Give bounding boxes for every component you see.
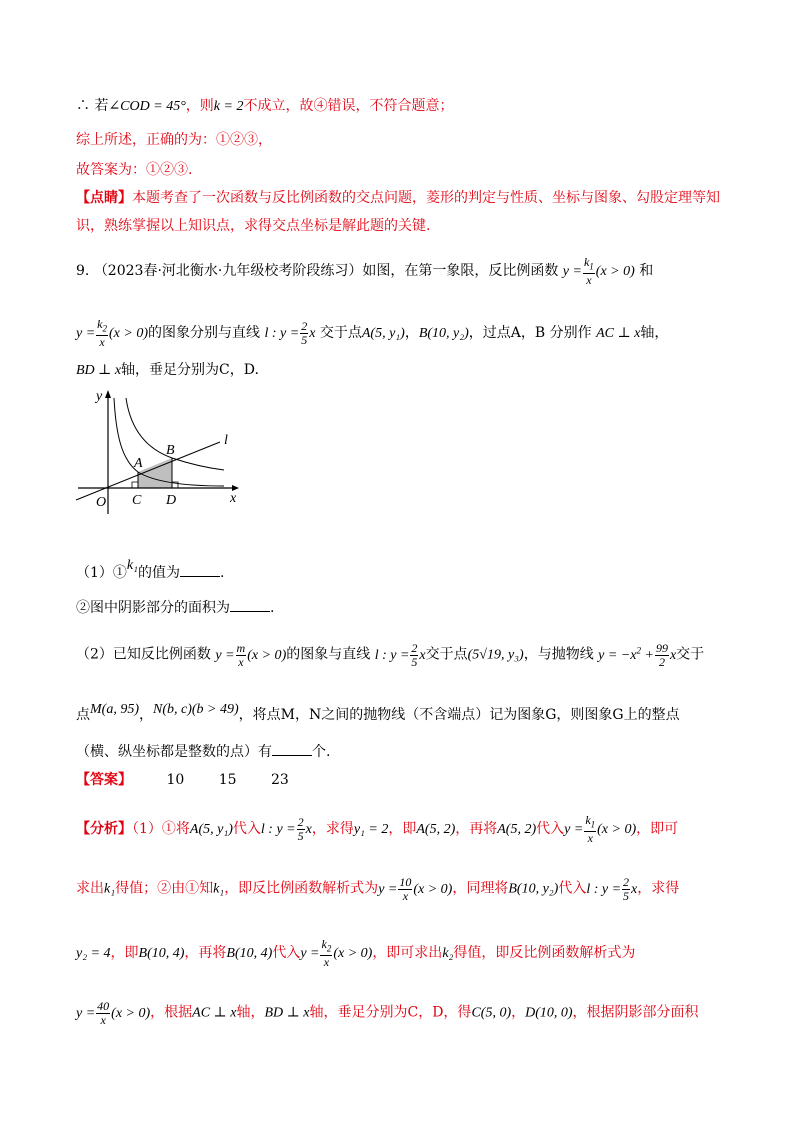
analysis-func-k1: y = $\frac{k_1}{x}$ (x > 0) [564, 813, 637, 846]
analysis-s2c: ，即反比例函数解析式为 [224, 880, 379, 897]
problem-text-1: 的图象分别与直线 [148, 324, 261, 341]
problem-text-2: 交于点 [319, 324, 362, 341]
analysis-s4a: ，根据 [150, 1004, 193, 1021]
function-m: y = $\frac{m}{x}$ (x > 0) [215, 640, 287, 669]
analysis-s4b: 轴， [236, 1004, 265, 1021]
analysis-k2: k₂ [442, 945, 454, 961]
label-O: O [96, 495, 107, 510]
analysis-func-40: y = $\frac{40}{x}$ (x > 0) [76, 999, 151, 1027]
summary-line: 综上所述，正确的为：①②③， [76, 132, 272, 148]
therefore-text: ∴ 若 [76, 98, 109, 114]
q2-point: (5√19, y₃) [467, 647, 524, 663]
problem-and: 和 [639, 262, 654, 279]
analysis-y1: y₁ = 2 [353, 821, 389, 837]
q2c-text: （横、纵坐标都是整数的点）有 [76, 744, 272, 760]
conclusion-suffix: 不成立，故④错误，不符合题意； [243, 98, 454, 114]
analysis-s1e: ，再将 [455, 820, 498, 837]
analysis-s1b: 代入 [232, 820, 261, 837]
problem-intro: 如图，在第一象限，反比例函数 [362, 262, 559, 279]
separator-2: ， [139, 707, 153, 723]
q1a-suffix: 的值为 [138, 565, 181, 581]
analysis-s3c: 代入 [272, 944, 301, 961]
q1a-prefix: （1）① [76, 565, 127, 581]
analysis-func-10: y = $\frac{10}{x}$ (x > 0) [378, 875, 453, 903]
analysis-s1d: ，即 [388, 820, 417, 837]
foot-text: 轴，垂足分别为C，D. [121, 362, 259, 378]
parabola-equation: $y = -x^2$ + $\frac{99}{2}$ x [598, 640, 677, 669]
answer-blank-1[interactable] [180, 564, 220, 577]
comment-line-2: 识，熟练掌握以上知识点，求得交点坐标是解此题的关键. [76, 218, 431, 234]
answer-blank-2[interactable] [230, 599, 270, 612]
line-l [76, 442, 220, 500]
analysis-line-eq-2: l : y = $\frac{2}{5}$ x [586, 875, 638, 903]
q1a-var: k₁ [126, 558, 139, 573]
analysis-s4d: ，根据阴影部分面积 [572, 1004, 699, 1021]
analysis-line-3 [76, 938, 635, 969]
q2b-text: ，将点M，N之间的抛物线（不含端点）记为图象G，则图象G上的整点 [238, 707, 680, 723]
problem-text-3: ，过点A，B 分别作 [468, 324, 592, 341]
k-expr: k = 2 [213, 99, 244, 114]
analysis-pointD: D(10, 0) [525, 1005, 573, 1021]
comment-tag: 【点睛】 [76, 190, 132, 206]
function-graph-figure [74, 386, 244, 516]
q2b-prefix: 点 [76, 707, 90, 723]
comment-line-1 [76, 188, 720, 208]
analysis-s2b: 得值；②由①知 [115, 880, 214, 897]
problem-source: （2023春·河北衡水·九年级校考阶段练习） [93, 262, 363, 279]
point-M: M(a, 95) [90, 702, 139, 717]
analysis-s4c: 轴，垂足分别为C，D，得 [309, 1004, 472, 1021]
label-B: B [166, 443, 175, 458]
label-C: C [132, 493, 142, 508]
question-1a: （1）①k₁的值为 . [76, 558, 225, 581]
problem-line-3 [76, 360, 259, 381]
answer-3: 23 [271, 772, 289, 788]
analysis-s3b: ，再将 [184, 944, 227, 961]
analysis-line-2 [76, 876, 679, 903]
question-1b: ②图中阴影部分的面积为 . [76, 600, 275, 616]
analysis-tag: 【分析】 [76, 820, 132, 837]
analysis-line-1 [76, 814, 678, 845]
analysis-s2d: ，同理将 [452, 880, 509, 897]
answer-row [76, 770, 289, 790]
analysis-func-k2: y = $\frac{k_2}{x}$ (x > 0) [300, 937, 373, 970]
point-N: N(b, c)(b > 49) [153, 702, 239, 717]
label-D: D [166, 493, 177, 508]
label-y: y [96, 389, 103, 404]
perp-AC: AC ⊥ x [596, 325, 641, 341]
analysis-pointA2: A(5, 2) [416, 821, 456, 837]
analysis-pointB3: B(10, 4) [226, 945, 273, 961]
answer-1: 10 [166, 772, 185, 788]
q2c-end: 个. [312, 744, 331, 760]
analysis-sep: ， [511, 1004, 526, 1021]
analysis-k1b: k₁ [213, 881, 225, 897]
analysis-k1: k₁ [104, 881, 116, 897]
analysis-line-eq: l : y = $\frac{2}{5}$ x [260, 815, 312, 844]
label-A: A [134, 456, 143, 471]
angle-expr: ∠COD = 45° [108, 99, 186, 114]
y-axis-arrow [105, 390, 111, 398]
question-2-line-1 [76, 640, 704, 669]
problem-number: 9. [76, 262, 90, 279]
analysis-s1g: ，即可 [636, 820, 679, 837]
analysis-s1c: ，求得 [311, 820, 354, 837]
analysis-s2f: ，求得 [637, 880, 680, 897]
function-k2: y = $\frac{k_2}{x}$ (x > 0) [76, 317, 149, 350]
answer-blank-3[interactable] [272, 743, 312, 756]
q2-mid3: ，与抛物线 [523, 646, 594, 663]
analysis-s3a: ，即 [110, 944, 139, 961]
analysis-perp-AC: AC ⊥ x [192, 1005, 237, 1021]
problem-line-2 [76, 318, 668, 349]
separator: ， [404, 324, 419, 341]
label-x: x [230, 491, 237, 506]
conclusion-line-1 [76, 96, 453, 117]
q2-mid2: 交于点 [425, 646, 468, 663]
analysis-pointB2: B(10, 4) [138, 945, 185, 961]
line-l-equation-2: l : y = $\frac{2}{5}$ x [374, 640, 426, 669]
problem-line-1 [76, 256, 653, 287]
analysis-perp-BD: BD ⊥ x [264, 1005, 310, 1021]
q1b-text: ②图中阴影部分的面积为 [76, 600, 230, 616]
answer-2: 15 [218, 772, 237, 788]
answer-line: 故答案为：①②③. [76, 162, 193, 178]
analysis-s3d: ，即可求出 [372, 944, 443, 961]
analysis-s1f: 代入 [536, 820, 565, 837]
answer-tag: 【答案】 [76, 772, 132, 788]
question-2-line-2 [76, 700, 680, 725]
point-A: A(5, y₁) [361, 325, 405, 341]
q2-mid: 的图象与直线 [286, 646, 371, 663]
q2-end: 交于 [676, 646, 705, 663]
question-2-line-3 [76, 742, 330, 762]
analysis-s2e: 代入 [558, 880, 587, 897]
analysis-pointC: C(5, 0) [471, 1005, 512, 1021]
analysis-s2a: 求出 [76, 880, 104, 897]
axis-text: 轴， [640, 324, 669, 341]
point-B: B(10, y₂) [418, 325, 469, 341]
q2-prefix: （2）已知反比例函数 [76, 646, 211, 663]
analysis-s3e: 得值，即反比例函数解析式为 [453, 944, 636, 961]
analysis-s1a: （1）①将 [132, 820, 190, 837]
comment-text: 本题考查了一次函数与反比例函数的交点问题，菱形的判定与性质、坐标与图象、勾股定理等知 [132, 190, 720, 206]
label-l: l [224, 433, 228, 448]
function-k1: y = $\frac{k_1}{x}$ (x > 0) [562, 255, 635, 288]
analysis-pointA3: A(5, 2) [497, 821, 537, 837]
perp-BD: BD ⊥ x [76, 363, 122, 378]
line-l-equation: l : y = $\frac{2}{5}$ x [264, 319, 316, 348]
analysis-line-4 [76, 1000, 699, 1027]
analysis-pointA: A(5, y₁) [189, 821, 233, 837]
right-angle-C [132, 482, 138, 488]
conclusion-mid: ，则 [185, 98, 214, 114]
analysis-pointB: B(10, y₂) [508, 881, 559, 897]
analysis-y2: y₂ = 4 [76, 945, 111, 961]
